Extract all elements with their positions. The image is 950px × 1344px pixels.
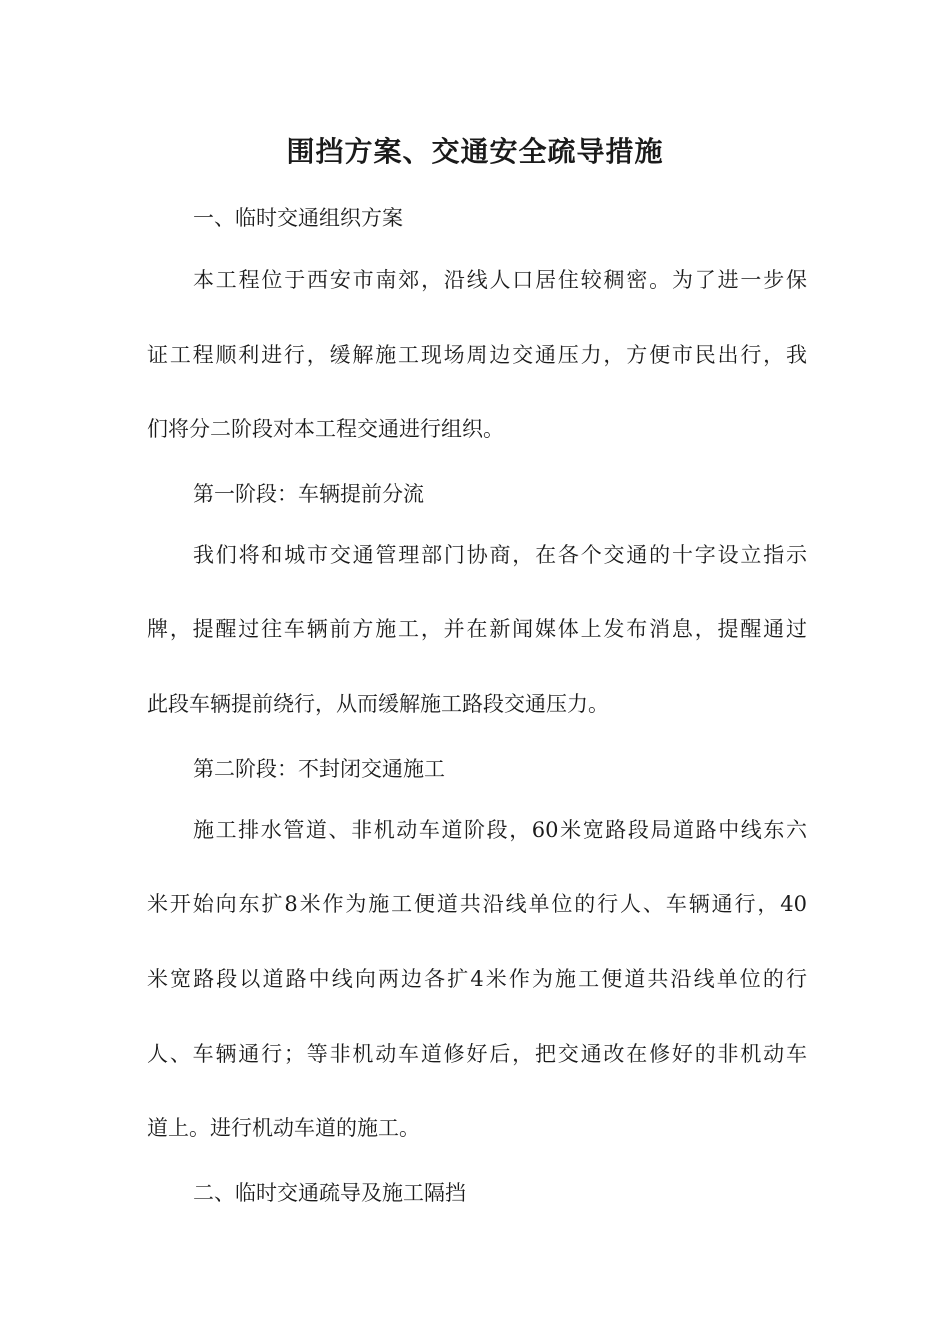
paragraph-line: 牌，提醒过往车辆前方施工，并在新闻媒体上发布消息，提醒通过 [147, 617, 807, 641]
section-heading-2: 二、临时交通疏导及施工隔挡 [193, 1181, 466, 1205]
paragraph-line: 米宽路段以道路中线向两边各扩4米作为施工便道共沿线单位的行 [147, 967, 807, 991]
section-heading-1: 一、临时交通组织方案 [193, 206, 403, 230]
paragraph-line: 人、车辆通行；等非机动车道修好后，把交通改在修好的非机动车 [147, 1042, 807, 1066]
paragraph-line: 施工排水管道、非机动车道阶段，60米宽路段局道路中线东六 [193, 818, 807, 842]
paragraph-line: 本工程位于西安市南郊，沿线人口居住较稠密。为了进一步保 [193, 268, 807, 292]
paragraph-line: 此段车辆提前绕行，从而缓解施工路段交通压力。 [147, 692, 609, 716]
paragraph-line: 道上。进行机动车道的施工。 [147, 1116, 420, 1140]
subheading-stage-1: 第一阶段：车辆提前分流 [193, 482, 424, 506]
paragraph-line: 米开始向东扩8米作为施工便道共沿线单位的行人、车辆通行，40 [147, 892, 807, 916]
paragraph-line: 们将分二阶段对本工程交通进行组织。 [147, 417, 504, 441]
paragraph-line: 我们将和城市交通管理部门协商，在各个交通的十字设立指示 [193, 543, 807, 567]
paragraph-line: 证工程顺利进行，缓解施工现场周边交通压力，方便市民出行，我 [147, 343, 807, 367]
subheading-stage-2: 第二阶段：不封闭交通施工 [193, 757, 445, 781]
document-title: 围挡方案、交通安全疏导措施 [286, 135, 664, 168]
